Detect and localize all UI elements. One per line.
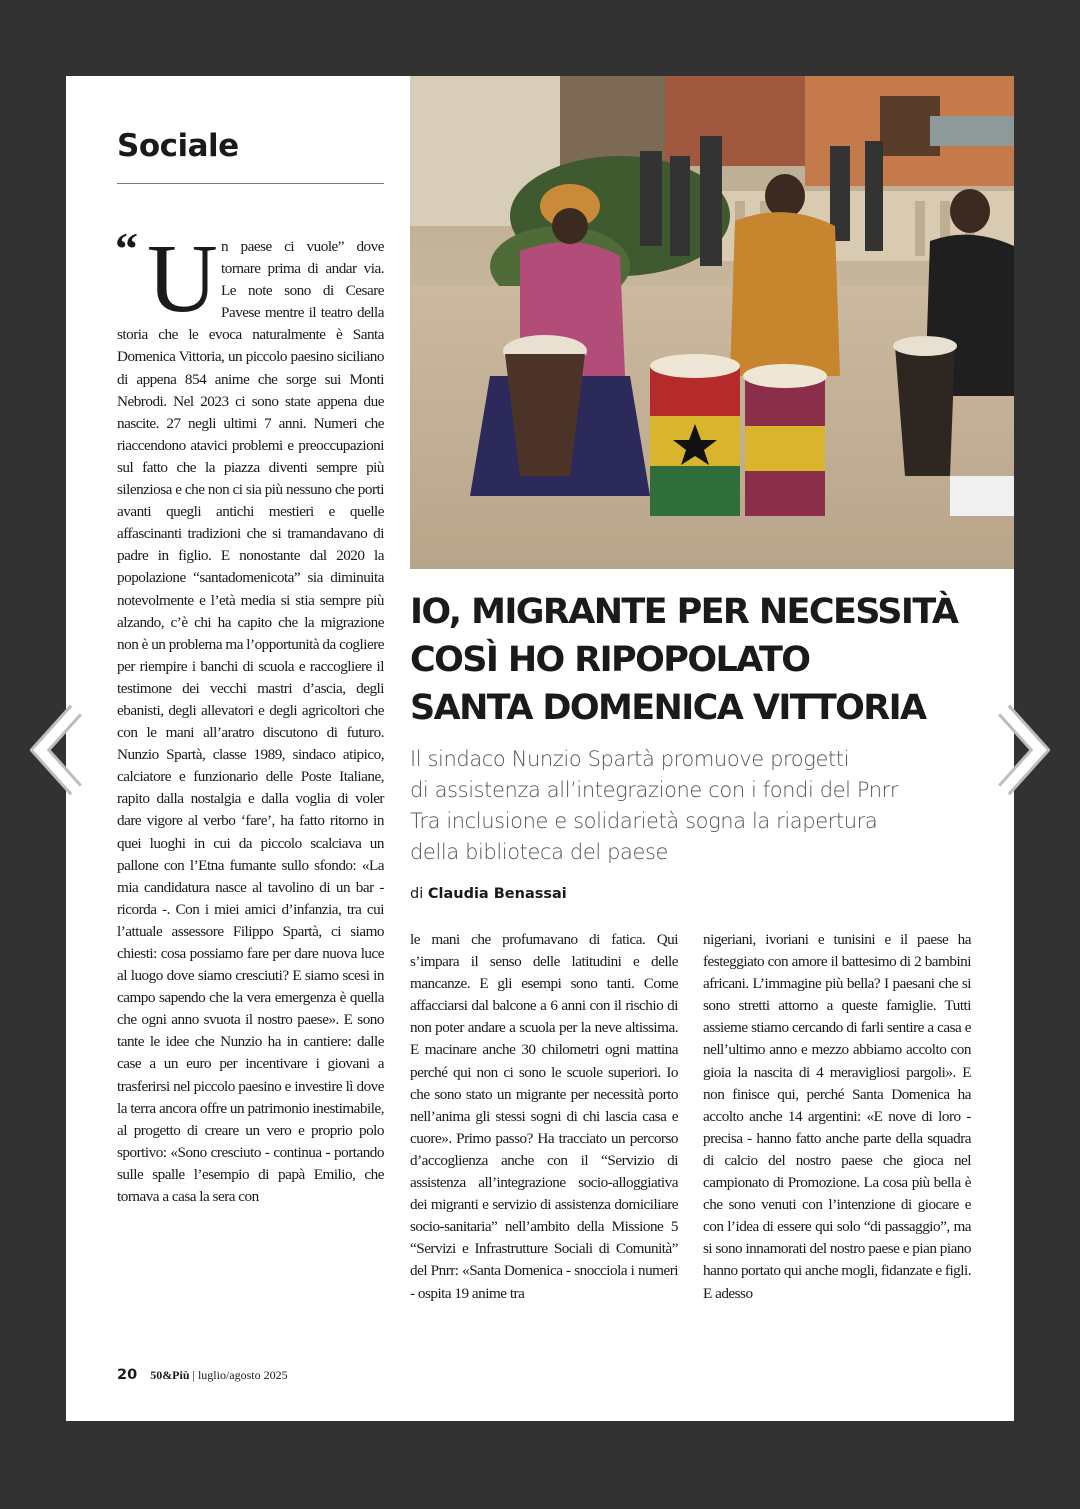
magazine-name: 50&Più	[150, 1368, 190, 1382]
drop-cap-letter: U	[147, 225, 218, 333]
drummers-photo-illustration	[410, 76, 1014, 569]
article-column-3: nigeriani, ivoriani e tunisini e il paese ha festeggiato con amore il battesimo di 2 bambini africani. L’immagine più bella? I paesani che si sono stretti attorno a queste famiglie. Tutti assieme stiamo cercando di farli sentire a casa e nell’ultimo anno e mezzo abbiamo accolto con gioia la nascita di 4 meravigliosi pargoli». E non finisce qui, perché Santa Domenica ha accolto anche 14 argentini: «E nove di loro - precisa - hanno fatto anche parte della squadra di calcio del nostro paese che gioca nel campionato di Promozione. La cosa più bella è che sono venuti con l’intenzione di giocare e con l’idea di essere qui solo “di passaggio”, ma si sono innamorati del nostro paese e pian piano hanno portato qui anche mogli, fidanzate e figli. E adesso	[703, 931, 971, 1302]
previous-page-arrow	[30, 702, 90, 798]
headline-line-2: COSÌ HO RIPOPOLATO	[410, 640, 810, 680]
magazine-page	[66, 76, 1014, 1421]
drop-cap	[115, 223, 218, 333]
subhead-line-2: di assistenza all’integrazione con i fondi del Pnrr	[410, 778, 899, 802]
byline-author: Claudia Benassai	[427, 886, 567, 902]
byline-prefix: di	[410, 886, 424, 902]
byline	[410, 886, 567, 902]
next-page-arrow	[990, 702, 1050, 798]
page-footer	[117, 1367, 288, 1383]
article-photo	[410, 76, 1014, 569]
section-title: Sociale	[117, 128, 239, 164]
headline-line-3: SANTA DOMENICA VITTORIA	[410, 688, 926, 728]
article-headline	[410, 588, 1000, 732]
column-1-text: n paese ci vuole” dove tornare prima di andar via. Le note sono di Cesare Pavese mentre il teatro della storia che le evoca naturalmente è Santa Domenica Vittoria, un piccolo paesino siciliano di appena 854 anime che sorge sui Monti Nebrodi. Nel 2023 ci sono state appena due nascite. 27 negli ultimi 7 anni. Numeri che riaccendono atavici problemi e preoccupazioni sul fatto che la piazza diventi sempre più silenziosa e che non ci sia più nessuno che porti avanti quegli antichi mestieri e quelle affascinanti tradizioni che si tramandavano di padre in figlio. E nonostante dal 2020 la popolazione “santadomenicota” sia diminuita notevolmente e l’età media si stia sempre più alzando, c’è chi ha capito che la migrazione non è un problema ma l’opportunità da cogliere per riempire i banchi di scuola e raccogliere il testimone dei vecchi mastri d’ascia, degli ebanisti, degli allevatori e degli agricoltori che con le mani all’aratro discutono di futuro. Nunzio Spartà, classe 1989, sindaco atipico, calciatore e funzionario delle Poste Italiane, rapito dalla nostalgia e dalla voglia di voler dare vigore al verbo ‘fare’, ha fatto ritorno in quei luoghi in cui da piccolo scalciava un pallone con l’Etna fumante sullo sfondo: «La mia candidatura nasce al tavolino di un bar - ricorda -. Con i miei amici d’infanzia, tra cui l’attuale assessore Filippo Spartà, ci siamo chiesti: cosa possiamo fare per dare nuova luce al luogo dove siamo cresciuti? E siamo scesi in campo sapendo che la vera emergenza è quella che ogni anno svuota il nostro paese». E sono tante le idee che Nunzio ha in cantiere: dalle case a un euro per incentivare i giovani a trasferirsi nel piccolo paesino e investire lì dove la terra ancora offre un patrimonio inestimabile, al progetto di creare un vero e proprio polo sportivo: «Sono cresciuto - continua - portando sulle spalle l’esempio di papà Emilio, che tornava a casa la sera con	[117, 238, 384, 1206]
chevron-left-icon[interactable]	[30, 702, 90, 798]
headline-line-1: IO, MIGRANTE PER NECESSITÀ	[410, 592, 958, 632]
subhead-line-3: Tra inclusione e solidarietà sogna la riapertura	[410, 809, 878, 833]
drop-cap-quote: “	[115, 223, 138, 274]
footer-separator: |	[192, 1368, 195, 1382]
issue-date: luglio/agosto 2025	[197, 1368, 288, 1382]
article-column-1	[115, 223, 384, 1208]
subhead-line-4: della biblioteca del paese	[410, 840, 669, 864]
subhead-line-1: Il sindaco Nunzio Spartà promuove progetti	[410, 747, 850, 771]
article-subheading	[410, 744, 990, 868]
chevron-right-icon[interactable]	[990, 702, 1050, 798]
section-divider	[117, 183, 384, 184]
page-number: 20	[117, 1367, 138, 1383]
article-column-2: le mani che profumavano di fatica. Qui s’impara il senso delle latitudini e delle mancanze. E gli esempi sono tanti. Come affacciarsi dal balcone a 6 anni con il rischio di non poter andare a scuola per la neve altissima. E macinare anche 30 chilometri ogni mattina perché qui non ci sono le scuole superiori. Io che sono stato un migrante per necessità porto nell’anima gli stessi sogni di chi lascia casa e cuore». Primo passo? Ha tracciato un percorso d’accoglienza anche con il “Servizio di assistenza all’integrazione socio-alloggiativa dei migranti e servizio di assistenza domiciliare socio-sanitaria” nell’ambito della Missione 5 “Servizi e Infrastrutture Sociali di Comunità” del Pnrr: «Santa Domenica - snocciola i numeri - ospita 19 anime tra	[410, 931, 678, 1302]
